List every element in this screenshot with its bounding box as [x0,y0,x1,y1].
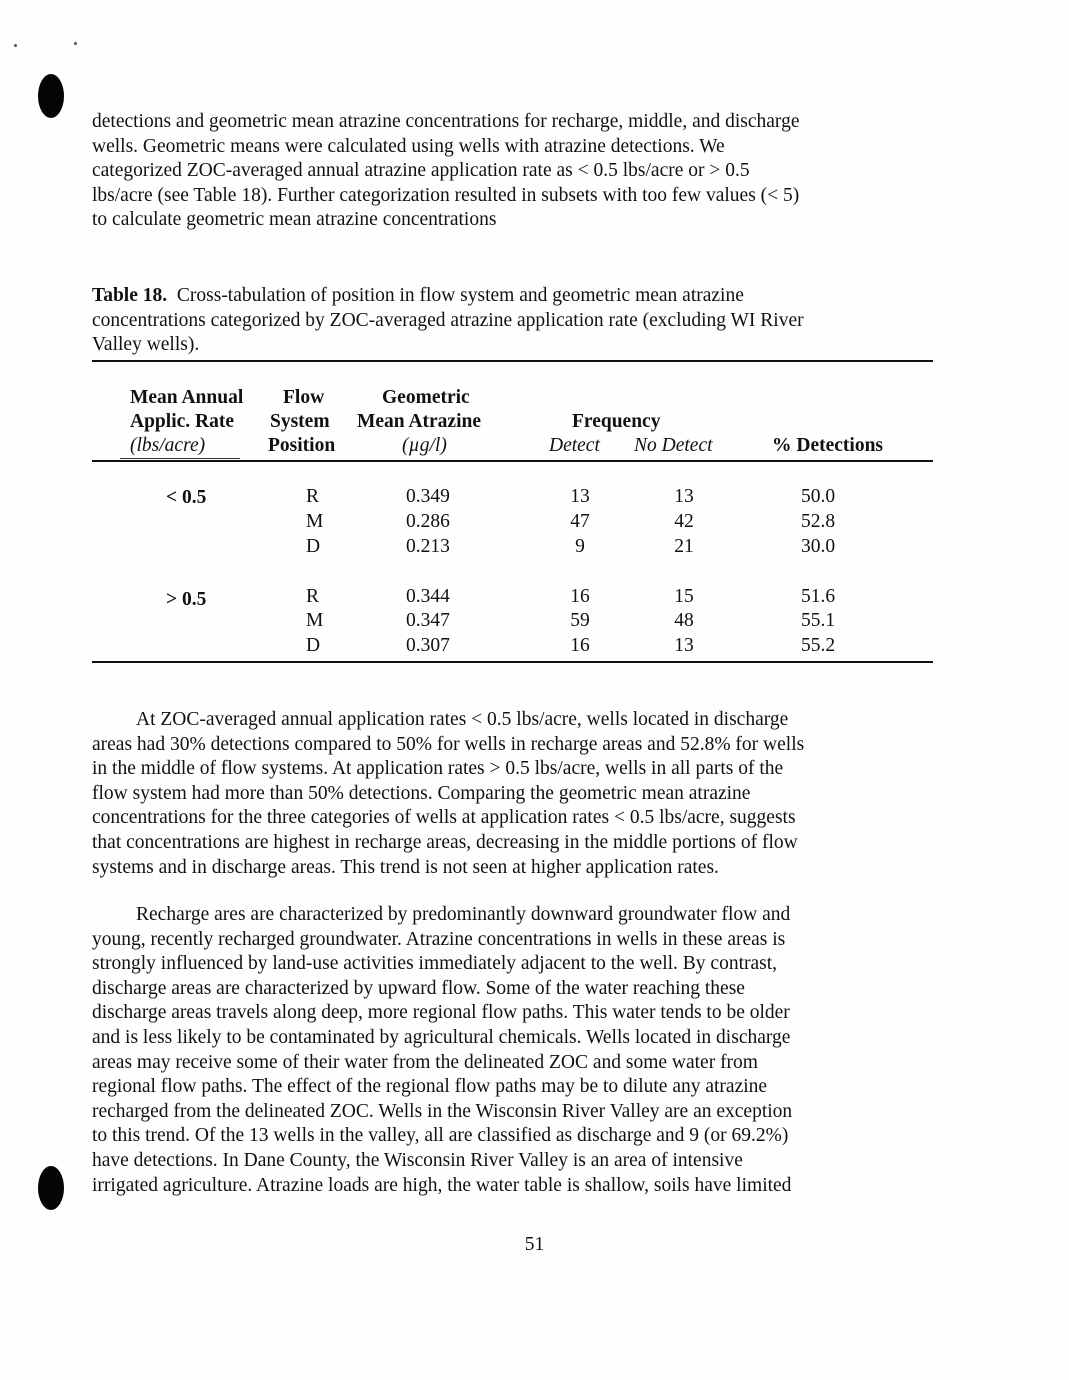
cell-position: D [306,635,321,656]
table-top-rule [92,360,933,362]
cell-geo-mean: 0.349 [406,486,450,507]
cell-no-detect: 21 [674,536,694,557]
scan-speck [74,42,77,45]
header-geo-unit: (µg/l) [402,435,447,456]
table-caption [92,284,932,358]
cell-geo-mean: 0.344 [406,586,450,607]
cell-position: M [306,610,324,631]
cell-pct: 50.0 [801,486,836,507]
text-line: recharged from the delineated ZOC. Wells in the Wisconsin River Valley are an exception [92,1100,793,1122]
cell-pct: 55.2 [801,635,836,656]
cell-geo-mean: 0.347 [406,610,450,631]
table-bottom-rule [92,661,933,663]
cell-position: R [306,586,320,607]
header-rate-unit: (lbs/acre) [130,435,206,456]
caption-line: concentrations categorized by ZOC-averaged atrazine application rate (excluding WI River [92,309,804,331]
cell-pct: 30.0 [801,536,836,557]
header-geo-line2: Mean Atrazine [357,411,482,432]
header-detect: Detect [549,435,600,456]
header-rate-line2: Applic. Rate [130,411,234,432]
caption-line [92,284,932,309]
header-no-detect: No Detect [634,435,713,456]
cell-geo-mean: 0.307 [406,635,450,656]
text-line: young, recently recharged groundwater. Atrazine concentrations in wells in these areas is [92,928,786,950]
group-rate: < 0.5 [166,487,207,508]
cell-position: R [306,486,320,507]
text-line: that concentrations are highest in recharge areas, decreasing in the middle portions of flow [92,831,798,853]
punch-hole-top [38,74,64,118]
text-line: discharge areas travels along deep, more regional flow paths. This water tends to be older [92,1002,790,1024]
text-line: categorized ZOC-averaged annual atrazine application rate as < 0.5 lbs/acre or > 0.5 [92,160,750,182]
page-number: 51 [524,1234,545,1255]
body-paragraph-1 [92,708,932,880]
scan-speck [14,44,17,47]
header-rate-line1: Mean Annual [130,387,244,408]
header-pct-detections: % Detections [772,435,884,456]
cell-pct: 52.8 [801,511,836,532]
cell-detect: 59 [570,610,590,631]
text-line: to calculate geometric mean atrazine concentrations [92,209,497,231]
cell-detect: 13 [570,486,590,507]
cell-geo-mean: 0.213 [406,536,450,557]
text-line: in the middle of flow systems. At application rates > 0.5 lbs/acre, wells in all parts of the [92,758,784,780]
text-line: areas had 30% detections compared to 50% for wells in recharge areas and 52.8% for wells [92,733,805,755]
cell-no-detect: 15 [674,586,694,607]
text-line: lbs/acre (see Table 18). Further categorization resulted in subsets with too few values (< 5) [92,184,800,206]
body-paragraph-2 [92,903,932,1198]
group-rate: > 0.5 [166,589,207,610]
cell-no-detect: 48 [674,610,694,631]
text-line: strongly influenced by land-use activities immediately adjacent to the well. By contrast, [92,953,778,975]
text-line: systems and in discharge areas. This trend is not seen at higher application rates. [92,856,719,878]
cell-position: D [306,536,321,557]
cell-pct: 55.1 [801,610,836,631]
text-line: flow system had more than 50% detections. Comparing the geometric mean atrazine [92,782,751,804]
cell-no-detect: 42 [674,511,694,532]
text-line: Recharge ares are characterized by predominantly downward groundwater flow and [136,904,791,925]
text-line: regional flow paths. The effect of the regional flow paths may be to dilute any atrazine [92,1076,768,1098]
text-line: areas may receive some of their water from the delineated ZOC and some water from [92,1051,758,1073]
header-underline [120,458,240,459]
text-line: to this trend. Of the 13 wells in the valley, all are classified as discharge and 9 (or 69.2%) [92,1125,789,1147]
header-frequency: Frequency [572,411,661,432]
header-flow-line1: Flow [283,387,325,408]
caption-line: Valley wells). [92,334,200,356]
cell-detect: 47 [570,511,590,532]
text-line: discharge areas are characterized by upward flow. Some of the water reaching these [92,977,745,999]
caption-text: Cross-tabulation of position in flow system and geometric mean atrazine [176,285,744,306]
text-line: At ZOC-averaged annual application rates < 0.5 lbs/acre, wells located in discharge [136,709,789,730]
cell-detect: 9 [575,536,585,557]
table-header-rule [92,460,933,462]
header-flow-line3: Position [268,435,336,456]
cell-position: M [306,511,324,532]
cell-no-detect: 13 [674,635,694,656]
text-line: have detections. In Dane County, the Wisconsin River Valley is an area of intensive [92,1149,743,1171]
cell-geo-mean: 0.286 [406,511,450,532]
text-line: concentrations for the three categories of wells at application rates < 0.5 lbs/acre, suggests [92,807,796,829]
caption-label: Table 18. [92,285,168,306]
text-line: wells. Geometric means were calculated using wells with atrazine detections. We [92,135,725,157]
cell-pct: 51.6 [801,586,836,607]
header-flow-line2: System [270,411,330,432]
text-line: irrigated agriculture. Atrazine loads are high, the water table is shallow, soils have limited [92,1174,792,1196]
punch-hole-bottom [38,1166,64,1210]
text-line: detections and geometric mean atrazine concentrations for recharge, middle, and discharge [92,111,800,132]
cell-detect: 16 [570,635,590,656]
intro-paragraph [92,110,932,233]
text-line: and is less likely to be contaminated by agricultural chemicals. Wells located in discharge [92,1026,791,1048]
header-geo-line1: Geometric [382,387,470,408]
cell-no-detect: 13 [674,486,694,507]
cell-detect: 16 [570,586,590,607]
